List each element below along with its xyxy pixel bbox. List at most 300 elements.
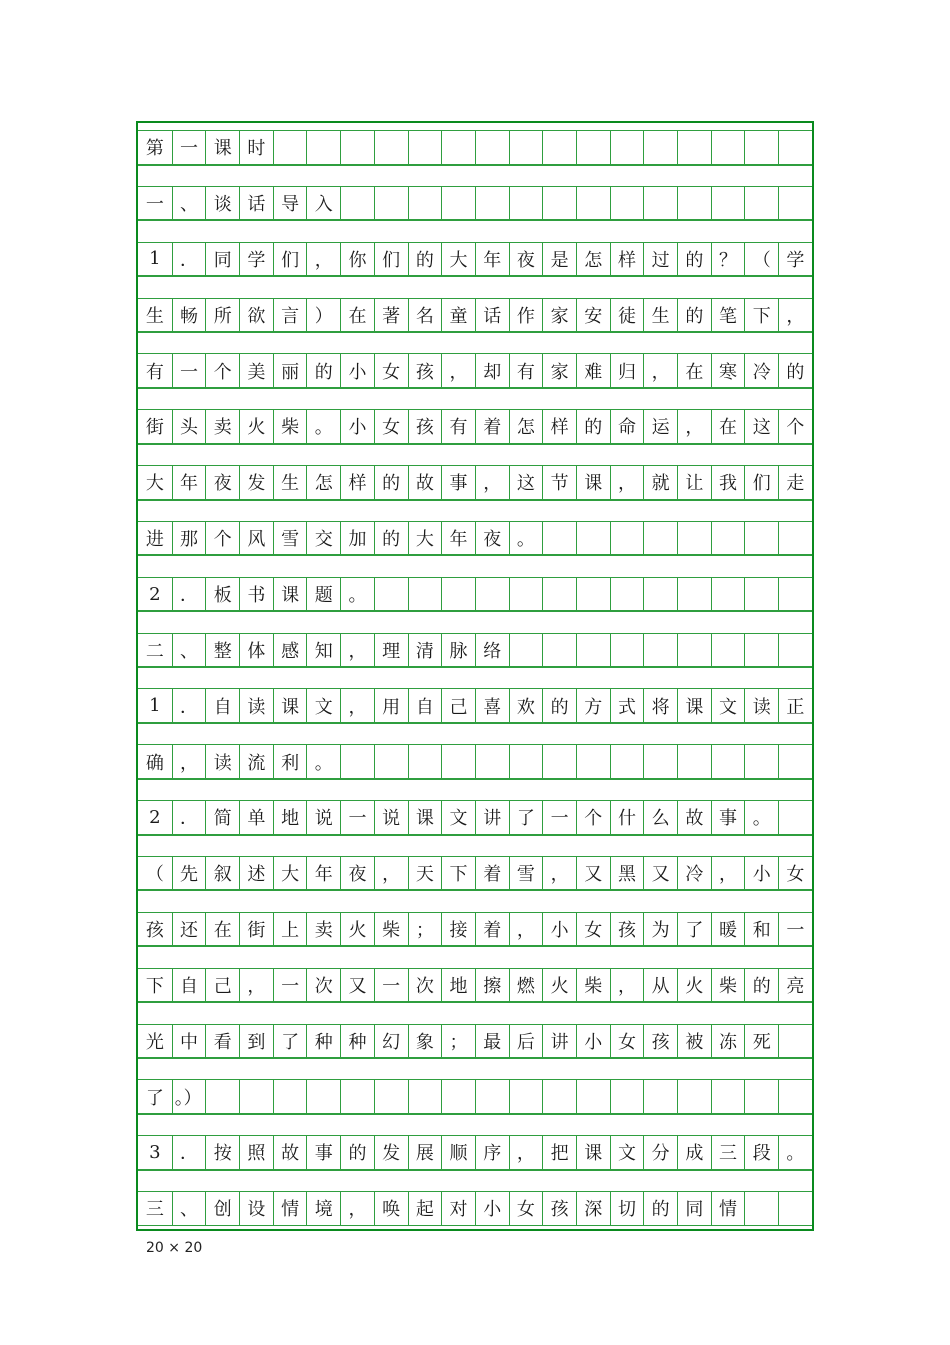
grid-cell: 孩 bbox=[408, 410, 442, 443]
grid-cell: ． bbox=[172, 1136, 206, 1169]
grid-cell: 的 bbox=[576, 410, 610, 443]
grid-cell bbox=[340, 1080, 374, 1113]
grid-cell: 课 bbox=[273, 578, 307, 611]
grid-cell: ， bbox=[677, 410, 711, 443]
grid-cell: 女 bbox=[374, 354, 408, 387]
grid-cell: 那 bbox=[172, 522, 206, 555]
grid-cell bbox=[643, 522, 677, 555]
row-gap bbox=[138, 276, 812, 297]
grid-cell: 年 bbox=[172, 466, 206, 499]
grid-cell: 题 bbox=[306, 578, 340, 611]
grid-cell bbox=[509, 634, 543, 667]
grid-cell: 欲 bbox=[239, 299, 273, 332]
grid-cell bbox=[273, 131, 307, 164]
grid-cell: 小 bbox=[340, 354, 374, 387]
grid-cell: 小 bbox=[744, 857, 778, 890]
grid-cell: 照 bbox=[239, 1136, 273, 1169]
grid-cell: 了 bbox=[273, 1025, 307, 1058]
grid-cell bbox=[509, 1080, 543, 1113]
grid-cell: 我 bbox=[711, 466, 745, 499]
grid-cell: 唤 bbox=[374, 1192, 408, 1225]
grid-cell: 冷 bbox=[677, 857, 711, 890]
grid-cell: 流 bbox=[239, 745, 273, 778]
grid-cell: 有 bbox=[441, 410, 475, 443]
grid-cell: 女 bbox=[509, 1192, 543, 1225]
grid-cell: 这 bbox=[509, 466, 543, 499]
grid-cell: 柴 bbox=[273, 410, 307, 443]
grid-cell: 文 bbox=[306, 689, 340, 722]
grid-cell: 大 bbox=[441, 243, 475, 276]
row-gap bbox=[138, 500, 812, 521]
grid-cell bbox=[711, 634, 745, 667]
grid-cell bbox=[610, 1080, 644, 1113]
grid-cell: 接 bbox=[441, 913, 475, 946]
grid-cell: 走 bbox=[778, 466, 812, 499]
grid-cell: 冷 bbox=[744, 354, 778, 387]
grid-cell: 了 bbox=[677, 913, 711, 946]
grid-cell: 时 bbox=[239, 131, 273, 164]
grid-row bbox=[138, 409, 812, 444]
grid-cell: 事 bbox=[306, 1136, 340, 1169]
grid-cell: 话 bbox=[475, 299, 509, 332]
grid-cell bbox=[441, 578, 475, 611]
grid-cell bbox=[744, 1080, 778, 1113]
grid-cell: 暖 bbox=[711, 913, 745, 946]
grid-cell: 燃 bbox=[509, 969, 543, 1002]
grid-cell bbox=[542, 131, 576, 164]
grid-cell: 年 bbox=[441, 522, 475, 555]
grid-cell bbox=[677, 187, 711, 220]
grid-cell: 脉 bbox=[441, 634, 475, 667]
grid-cell bbox=[576, 522, 610, 555]
grid-cell bbox=[610, 745, 644, 778]
grid-cell: 次 bbox=[408, 969, 442, 1002]
grid-cell: 作 bbox=[509, 299, 543, 332]
grid-cell: 一 bbox=[542, 801, 576, 834]
grid-cell: 谈 bbox=[205, 187, 239, 220]
grid-cell: ， bbox=[643, 354, 677, 387]
grid-cell: 着 bbox=[475, 857, 509, 890]
grid-cell: 个 bbox=[205, 354, 239, 387]
grid-cell bbox=[374, 187, 408, 220]
grid-cell: 的 bbox=[643, 1192, 677, 1225]
grid-cell bbox=[441, 187, 475, 220]
grid-cell: 、 bbox=[172, 634, 206, 667]
grid-row bbox=[138, 298, 812, 333]
grid-cell bbox=[610, 187, 644, 220]
grid-cell: 的 bbox=[677, 243, 711, 276]
grid-cell bbox=[441, 745, 475, 778]
grid-cell: 课 bbox=[576, 466, 610, 499]
grid-cell: ， bbox=[172, 745, 206, 778]
grid-cell bbox=[475, 1080, 509, 1113]
grid-cell bbox=[509, 187, 543, 220]
grid-cell: 大 bbox=[273, 857, 307, 890]
grid-cell: ， bbox=[542, 857, 576, 890]
grid-cell: 的 bbox=[778, 354, 812, 387]
grid-cell: 着 bbox=[475, 410, 509, 443]
grid-cell bbox=[778, 1025, 812, 1058]
grid-cell: 理 bbox=[374, 634, 408, 667]
grid-cell: ？ bbox=[711, 243, 745, 276]
grid-cell: 3 bbox=[149, 1141, 161, 1163]
grid-cell bbox=[643, 745, 677, 778]
grid-cell: 上 bbox=[273, 913, 307, 946]
grid-cell: ， bbox=[509, 913, 543, 946]
grid-cell: 安 bbox=[576, 299, 610, 332]
grid-cell: 个 bbox=[205, 522, 239, 555]
grid-cell: 却 bbox=[475, 354, 509, 387]
row-gap bbox=[138, 220, 812, 241]
grid-row bbox=[138, 465, 812, 500]
grid-cell: 生 bbox=[643, 299, 677, 332]
grid-cell: 们 bbox=[744, 466, 778, 499]
grid-cell: 一 bbox=[145, 194, 164, 216]
grid-cell: 又 bbox=[576, 857, 610, 890]
grid-cell: 在 bbox=[340, 299, 374, 332]
grid-cell: 次 bbox=[306, 969, 340, 1002]
grid-cell: 导 bbox=[273, 187, 307, 220]
grid-cell bbox=[610, 522, 644, 555]
grid-cell: 从 bbox=[643, 969, 677, 1002]
grid-cell: ； bbox=[441, 1025, 475, 1058]
grid-cell: 运 bbox=[643, 410, 677, 443]
grid-cell bbox=[744, 634, 778, 667]
grid-cell: 发 bbox=[239, 466, 273, 499]
grid-cell: 天 bbox=[408, 857, 442, 890]
row-gap bbox=[138, 890, 812, 911]
grid-row bbox=[138, 577, 812, 612]
grid-cell bbox=[239, 1080, 273, 1113]
grid-cell: 个 bbox=[576, 801, 610, 834]
grid-cell: 地 bbox=[441, 969, 475, 1002]
grid-cell: 自 bbox=[408, 689, 442, 722]
grid-cell: 雪 bbox=[509, 857, 543, 890]
grid-cell: 的 bbox=[374, 522, 408, 555]
grid-cell: ． bbox=[172, 578, 206, 611]
row-gap bbox=[138, 1170, 812, 1191]
grid-cell: 课 bbox=[205, 131, 239, 164]
grid-cell: 自 bbox=[205, 689, 239, 722]
grid-cell: 柴 bbox=[374, 913, 408, 946]
grid-cell: 下 bbox=[145, 975, 164, 997]
row-gap bbox=[138, 835, 812, 856]
grid-cell: 小 bbox=[576, 1025, 610, 1058]
grid-cell bbox=[744, 187, 778, 220]
grid-cell: 柴 bbox=[711, 969, 745, 1002]
grid-cell: 喜 bbox=[475, 689, 509, 722]
row-gap bbox=[138, 388, 812, 409]
grid-cell: 头 bbox=[172, 410, 206, 443]
grid-cell: 女 bbox=[778, 857, 812, 890]
grid-cell: 雪 bbox=[273, 522, 307, 555]
grid-cell bbox=[711, 745, 745, 778]
grid-cell bbox=[441, 131, 475, 164]
grid-cell bbox=[610, 634, 644, 667]
grid-cell bbox=[509, 745, 543, 778]
grid-cell: 入 bbox=[306, 187, 340, 220]
grid-cell: 课 bbox=[273, 689, 307, 722]
grid-row bbox=[138, 186, 812, 221]
grid-cell: 课 bbox=[408, 801, 442, 834]
grid-cell: 夜 bbox=[475, 522, 509, 555]
grid-cell: 看 bbox=[205, 1025, 239, 1058]
grid-cell: 段 bbox=[744, 1136, 778, 1169]
grid-cell: 卖 bbox=[306, 913, 340, 946]
grid-cell: 样 bbox=[610, 243, 644, 276]
grid-row bbox=[138, 744, 812, 779]
grid-cell: 柴 bbox=[576, 969, 610, 1002]
grid-cell: 三 bbox=[711, 1136, 745, 1169]
grid-cell: 一 bbox=[172, 131, 206, 164]
grid-cell bbox=[643, 131, 677, 164]
grid-cell bbox=[778, 187, 812, 220]
grid-cell: 话 bbox=[239, 187, 273, 220]
grid-cell: 夜 bbox=[509, 243, 543, 276]
grid-cell: 著 bbox=[374, 299, 408, 332]
grid-cell: 就 bbox=[643, 466, 677, 499]
grid-cell: 叙 bbox=[205, 857, 239, 890]
grid-cell bbox=[340, 745, 374, 778]
grid-cell: 先 bbox=[172, 857, 206, 890]
manuscript-grid bbox=[136, 121, 814, 1231]
grid-cell: 二 bbox=[145, 640, 164, 662]
grid-cell: 境 bbox=[306, 1192, 340, 1225]
grid-cell: 文 bbox=[610, 1136, 644, 1169]
grid-cell: 学 bbox=[239, 243, 273, 276]
grid-cell bbox=[778, 634, 812, 667]
grid-cell bbox=[744, 745, 778, 778]
grid-cell: 大 bbox=[145, 473, 164, 495]
grid-row bbox=[138, 353, 812, 388]
grid-cell: 孩 bbox=[610, 913, 644, 946]
grid-cell: 童 bbox=[441, 299, 475, 332]
grid-cell: 名 bbox=[408, 299, 442, 332]
grid-cell bbox=[778, 801, 812, 834]
grid-cell bbox=[711, 1080, 745, 1113]
grid-cell bbox=[475, 187, 509, 220]
grid-cell: 被 bbox=[677, 1025, 711, 1058]
grid-row bbox=[138, 242, 812, 277]
grid-cell: 徒 bbox=[610, 299, 644, 332]
grid-cell bbox=[374, 745, 408, 778]
grid-cell bbox=[778, 1192, 812, 1225]
grid-cell: 知 bbox=[306, 634, 340, 667]
row-gap bbox=[138, 1002, 812, 1023]
grid-cell bbox=[778, 1080, 812, 1113]
grid-cell bbox=[677, 1080, 711, 1113]
grid-cell: 说 bbox=[374, 801, 408, 834]
grid-cell: 书 bbox=[239, 578, 273, 611]
grid-cell bbox=[576, 131, 610, 164]
grid-cell: 家 bbox=[542, 354, 576, 387]
grid-cell bbox=[677, 522, 711, 555]
row-gap bbox=[138, 667, 812, 688]
grid-cell: 1 bbox=[149, 695, 161, 717]
grid-cell: 的 bbox=[340, 1136, 374, 1169]
grid-cell: 学 bbox=[778, 243, 812, 276]
grid-cell bbox=[744, 522, 778, 555]
grid-cell: 一 bbox=[172, 354, 206, 387]
grid-cell: ， bbox=[374, 857, 408, 890]
grid-cell: ， bbox=[610, 969, 644, 1002]
grid-cell: 夜 bbox=[340, 857, 374, 890]
grid-cell bbox=[542, 522, 576, 555]
grid-cell bbox=[374, 578, 408, 611]
grid-cell: 孩 bbox=[542, 1192, 576, 1225]
grid-cell: 卖 bbox=[205, 410, 239, 443]
grid-cell: 式 bbox=[610, 689, 644, 722]
grid-cell: 感 bbox=[273, 634, 307, 667]
grid-cell: 展 bbox=[408, 1136, 442, 1169]
grid-row bbox=[138, 1135, 812, 1170]
grid-cell: 夜 bbox=[205, 466, 239, 499]
grid-cell: 象 bbox=[408, 1025, 442, 1058]
grid-cell bbox=[542, 745, 576, 778]
grid-cell bbox=[408, 745, 442, 778]
grid-cell bbox=[576, 187, 610, 220]
grid-cell: 确 bbox=[145, 752, 164, 774]
grid-cell: 正 bbox=[778, 689, 812, 722]
grid-cell bbox=[576, 578, 610, 611]
grid-cell: 最 bbox=[475, 1025, 509, 1058]
grid-cell: 孩 bbox=[408, 354, 442, 387]
row-gap bbox=[138, 611, 812, 632]
grid-cell: 一 bbox=[273, 969, 307, 1002]
grid-row bbox=[138, 130, 812, 165]
grid-cell: 。 bbox=[340, 578, 374, 611]
grid-cell bbox=[374, 1080, 408, 1113]
grid-cell: 说 bbox=[306, 801, 340, 834]
grid-cell: 又 bbox=[340, 969, 374, 1002]
grid-cell: 。 bbox=[778, 1136, 812, 1169]
grid-cell: 、 bbox=[172, 187, 206, 220]
grid-row bbox=[138, 688, 812, 723]
grid-cell: 己 bbox=[205, 969, 239, 1002]
grid-cell bbox=[340, 131, 374, 164]
grid-cell: 过 bbox=[643, 243, 677, 276]
grid-cell: 序 bbox=[475, 1136, 509, 1169]
grid-cell: 是 bbox=[542, 243, 576, 276]
grid-cell: 故 bbox=[408, 466, 442, 499]
grid-cell: 情 bbox=[711, 1192, 745, 1225]
grid-cell: 火 bbox=[542, 969, 576, 1002]
grid-cell: 美 bbox=[239, 354, 273, 387]
grid-cell: 文 bbox=[711, 689, 745, 722]
grid-row bbox=[138, 912, 812, 947]
grid-cell: 火 bbox=[677, 969, 711, 1002]
grid-cell bbox=[711, 187, 745, 220]
grid-cell bbox=[542, 578, 576, 611]
grid-cell: 死 bbox=[744, 1025, 778, 1058]
grid-cell: 起 bbox=[408, 1192, 442, 1225]
grid-cell: （ bbox=[145, 864, 164, 886]
grid-cell: 切 bbox=[610, 1192, 644, 1225]
grid-cell: 光 bbox=[145, 1031, 164, 1053]
grid-cell: ） bbox=[306, 299, 340, 332]
grid-cell: 读 bbox=[239, 689, 273, 722]
grid-cell: 讲 bbox=[475, 801, 509, 834]
grid-cell: 一 bbox=[778, 913, 812, 946]
grid-cell: 单 bbox=[239, 801, 273, 834]
grid-cell: ． bbox=[172, 243, 206, 276]
grid-cell bbox=[576, 1080, 610, 1113]
grid-cell: 。 bbox=[744, 801, 778, 834]
grid-cell: 怎 bbox=[509, 410, 543, 443]
grid-row bbox=[138, 856, 812, 891]
grid-cell bbox=[677, 634, 711, 667]
grid-cell bbox=[677, 131, 711, 164]
grid-cell: 成 bbox=[677, 1136, 711, 1169]
grid-cell: 发 bbox=[374, 1136, 408, 1169]
grid-cell: 方 bbox=[576, 689, 610, 722]
row-gap bbox=[138, 779, 812, 800]
grid-cell: 在 bbox=[205, 913, 239, 946]
grid-cell: 丽 bbox=[273, 354, 307, 387]
grid-cell: 同 bbox=[205, 243, 239, 276]
grid-cell: 事 bbox=[711, 801, 745, 834]
grid-cell: ， bbox=[475, 466, 509, 499]
grid-cell: 一 bbox=[374, 969, 408, 1002]
row-gap bbox=[138, 1114, 812, 1135]
grid-cell: 一 bbox=[340, 801, 374, 834]
grid-cell: 课 bbox=[576, 1136, 610, 1169]
grid-cell: 将 bbox=[643, 689, 677, 722]
grid-cell: 的 bbox=[542, 689, 576, 722]
grid-cell: 火 bbox=[340, 913, 374, 946]
grid-cell: 整 bbox=[205, 634, 239, 667]
grid-cell bbox=[677, 578, 711, 611]
grid-cell: 怎 bbox=[306, 466, 340, 499]
grid-cell: 文 bbox=[441, 801, 475, 834]
grid-cell: 1 bbox=[149, 248, 161, 270]
grid-cell: 家 bbox=[542, 299, 576, 332]
grid-cell: 了 bbox=[509, 801, 543, 834]
grid-cell: 火 bbox=[239, 410, 273, 443]
row-gap bbox=[138, 165, 812, 186]
grid-cell: 归 bbox=[610, 354, 644, 387]
grid-cell: 女 bbox=[576, 913, 610, 946]
grid-cell: 了 bbox=[145, 1087, 164, 1109]
grid-cell: 欢 bbox=[509, 689, 543, 722]
grid-cell: 、 bbox=[172, 1192, 206, 1225]
grid-cell: 们 bbox=[273, 243, 307, 276]
grid-cell bbox=[576, 634, 610, 667]
grid-cell: 节 bbox=[542, 466, 576, 499]
grid-cell bbox=[542, 1080, 576, 1113]
grid-cell: 么 bbox=[643, 801, 677, 834]
grid-cell: 2 bbox=[149, 806, 161, 828]
grid-cell: 你 bbox=[340, 243, 374, 276]
grid-cell bbox=[475, 131, 509, 164]
row-gap bbox=[138, 946, 812, 967]
grid-cell bbox=[306, 1080, 340, 1113]
row-gap bbox=[138, 723, 812, 744]
grid-cell: 在 bbox=[711, 410, 745, 443]
grid-cell: 同 bbox=[677, 1192, 711, 1225]
grid-cell: 。） bbox=[172, 1080, 206, 1113]
grid-cell bbox=[542, 634, 576, 667]
grid-cell: 三 bbox=[145, 1199, 164, 1221]
grid-row bbox=[138, 521, 812, 556]
grid-cell: 生 bbox=[273, 466, 307, 499]
grid-cell bbox=[441, 1080, 475, 1113]
grid-cell bbox=[744, 578, 778, 611]
grid-cell: ， bbox=[340, 634, 374, 667]
grid-cell: 年 bbox=[306, 857, 340, 890]
grid-cell: 样 bbox=[340, 466, 374, 499]
grid-cell bbox=[475, 578, 509, 611]
